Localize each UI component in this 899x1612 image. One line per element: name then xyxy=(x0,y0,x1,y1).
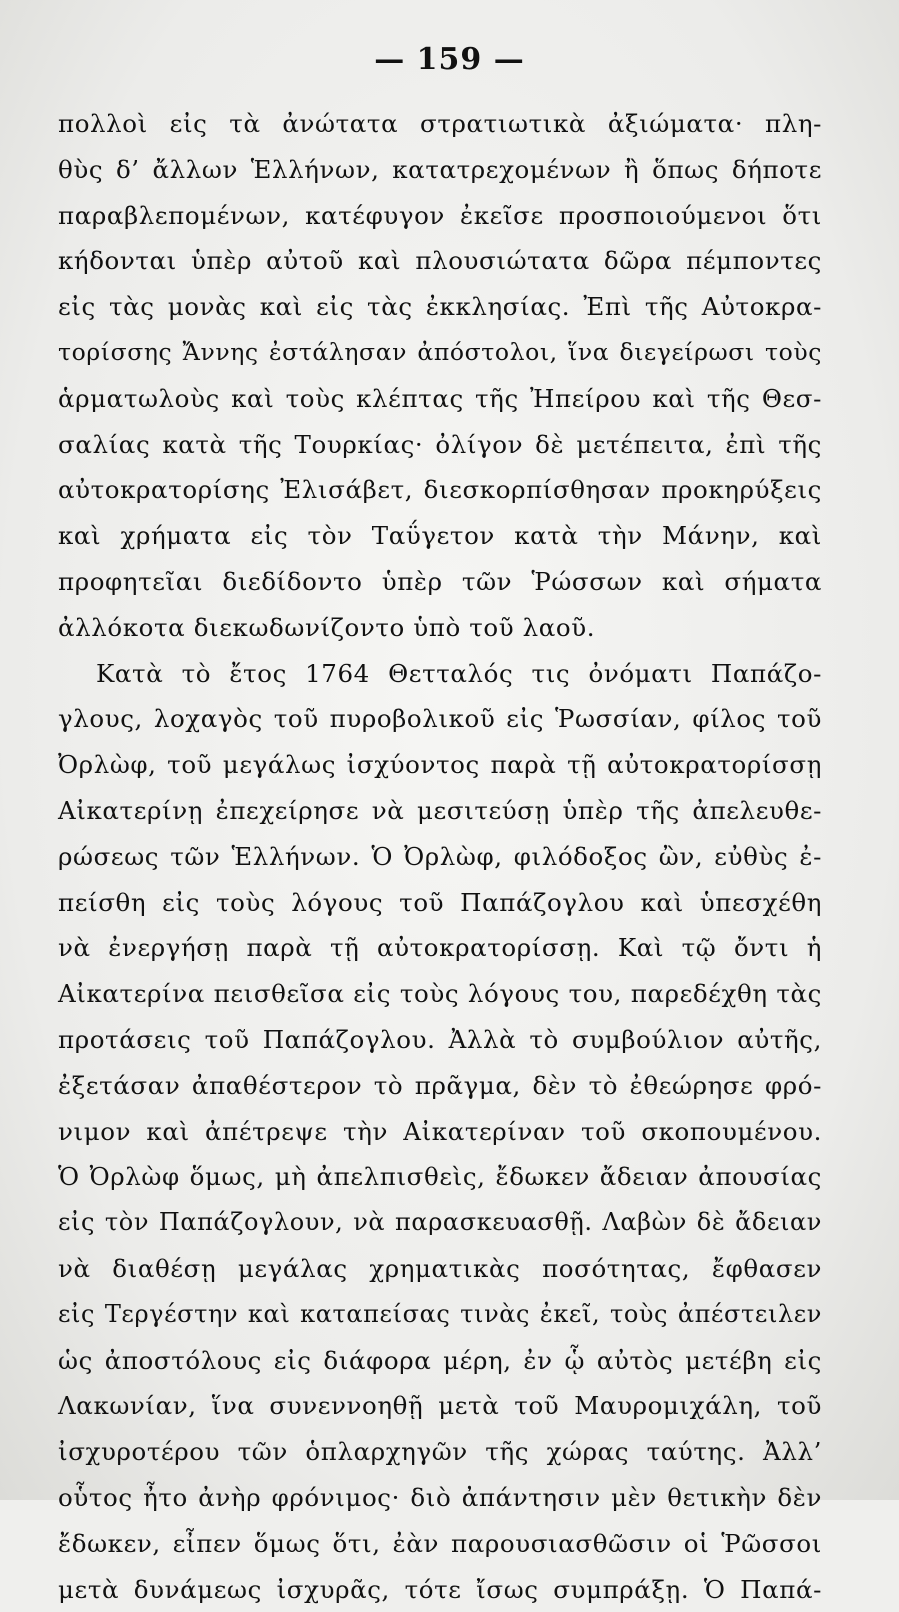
text-line: προτάσεις τοῦ Παπάζογλου. Ἀλλὰ τὸ συμβούλιον αὐτῆς, xyxy=(58,1017,822,1063)
text-line: εἰς Τεργέστην καὶ καταπείσας τινὰς ἐκεῖ, τοὺς ἀπέστειλεν xyxy=(58,1292,822,1338)
text-line: ἁρματωλοὺς καὶ τοὺς κλέπτας τῆς Ἠπείρου καὶ τῆς Θεσ- xyxy=(58,376,822,422)
text-line: ἐξετάσαν ἀπαθέστερον τὸ πρᾶγμα, δὲν τὸ ἐθεώρησε φρό- xyxy=(58,1063,822,1109)
text-line: ἀλλόκοτα διεκωδωνίζοντο ὑπὸ τοῦ λαοῦ. xyxy=(58,605,822,651)
text-line: γλους, λοχαγὸς τοῦ πυροβολικοῦ εἰς Ῥωσσίαν, φίλος τοῦ xyxy=(58,696,822,742)
text-line: νὰ διαθέσῃ μεγάλας χρηματικὰς ποσότητας, ἔφθασεν xyxy=(58,1246,822,1292)
text-line: παραβλεπομένων, κατέφυγον ἐκεῖσε προσποιούμενοι ὅτι xyxy=(58,193,822,239)
text-line: νὰ ἐνεργήσῃ παρὰ τῇ αὐτοκρατορίσσῃ. Καὶ τῷ ὄντι ἡ xyxy=(58,925,822,971)
text-line: θὺς δ’ ἄλλων Ἑλλήνων, κατατρεχομένων ἢ ὅπως δήποτε xyxy=(58,147,822,193)
text-line: τορίσσης Ἄννης ἐστάλησαν ἀπόστολοι, ἵνα διεγείρωσι τοὺς xyxy=(58,330,822,376)
text-line: πείσθη εἰς τοὺς λόγους τοῦ Παπάζογλου καὶ ὑπεσχέθη xyxy=(58,880,822,926)
text-line: προφητεῖαι διεδίδοντο ὑπὲρ τῶν Ῥώσσων καὶ σήματα xyxy=(58,559,822,605)
text-line: Ὀρλὼφ, τοῦ μεγάλως ἰσχύοντος παρὰ τῇ αὐτοκρατορίσσῃ xyxy=(58,742,822,788)
text-line: Κατὰ τὸ ἔτος 1764 Θετταλός τις ὀνόματι Παπάζο- xyxy=(58,651,822,697)
text-line: κήδονται ὑπὲρ αὐτοῦ καὶ πλουσιώτατα δῶρα πέμποντες xyxy=(58,238,822,284)
text-line: εἰς τὰς μονὰς καὶ εἰς τὰς ἐκκλησίας. Ἐπὶ τῆς Αὐτοκρα- xyxy=(58,284,822,330)
text-line: ἰσχυροτέρου τῶν ὁπλαρχηγῶν τῆς χώρας ταύτης. Ἀλλ’ xyxy=(58,1429,822,1475)
text-line: Ὁ Ὀρλὼφ ὅμως, μὴ ἀπελπισθεὶς, ἔδωκεν ἄδειαν ἀπουσίας xyxy=(58,1154,822,1200)
text-line: Λακωνίαν, ἵνα συνεννοηθῇ μετὰ τοῦ Μαυρομιχάλη, τοῦ xyxy=(58,1383,822,1429)
text-line: πολλοὶ εἰς τὰ ἀνώτατα στρατιωτικὰ ἀξιώματα· πλη- xyxy=(58,101,822,147)
text-line: μετὰ δυνάμεως ἰσχυρᾶς, τότε ἴσως συμπράξῃ. Ὁ Παπά- xyxy=(58,1567,822,1612)
text-line: Αἰκατερίνῃ ἐπεχείρησε νὰ μεσιτεύσῃ ὑπὲρ τῆς ἀπελευθε- xyxy=(58,788,822,834)
text-line: οὗτος ἦτο ἀνὴρ φρόνιμος· διὸ ἀπάντησιν μὲν θετικὴν δὲν xyxy=(58,1475,822,1521)
text-line: σαλίας κατὰ τῆς Τουρκίας· ὀλίγον δὲ μετέπειτα, ἐπὶ τῆς xyxy=(58,422,822,468)
text-line: ἔδωκεν, εἶπεν ὅμως ὅτι, ἐὰν παρουσιασθῶσιν οἱ Ῥῶσσοι xyxy=(58,1521,822,1567)
text-line: καὶ χρήματα εἰς τὸν Ταΰγετον κατὰ τὴν Μάνην, καὶ xyxy=(58,513,822,559)
text-line: Αἰκατερίνα πεισθεῖσα εἰς τοὺς λόγους του, παρεδέχθη τὰς xyxy=(58,971,822,1017)
page-number: — 159 — xyxy=(0,40,899,80)
text-line: ὡς ἀποστόλους εἰς διάφορα μέρη, ἐν ᾧ αὐτὸς μετέβη εἰς xyxy=(58,1338,822,1384)
text-line: νιμον καὶ ἀπέτρεψε τὴν Αἰκατερίναν τοῦ σκοπουμένου. xyxy=(58,1109,822,1155)
text-line: αὐτοκρατορίσης Ἐλισάβετ, διεσκορπίσθησαν προκηρύξεις xyxy=(58,467,822,513)
body-text xyxy=(58,101,822,1612)
text-line: ρώσεως τῶν Ἑλλήνων. Ὁ Ὀρλὼφ, φιλόδοξος ὢν, εὐθὺς ἐ- xyxy=(58,834,822,880)
text-line: εἰς τὸν Παπάζογλουν, νὰ παρασκευασθῇ. Λαβὼν δὲ ἄδειαν xyxy=(58,1200,822,1246)
